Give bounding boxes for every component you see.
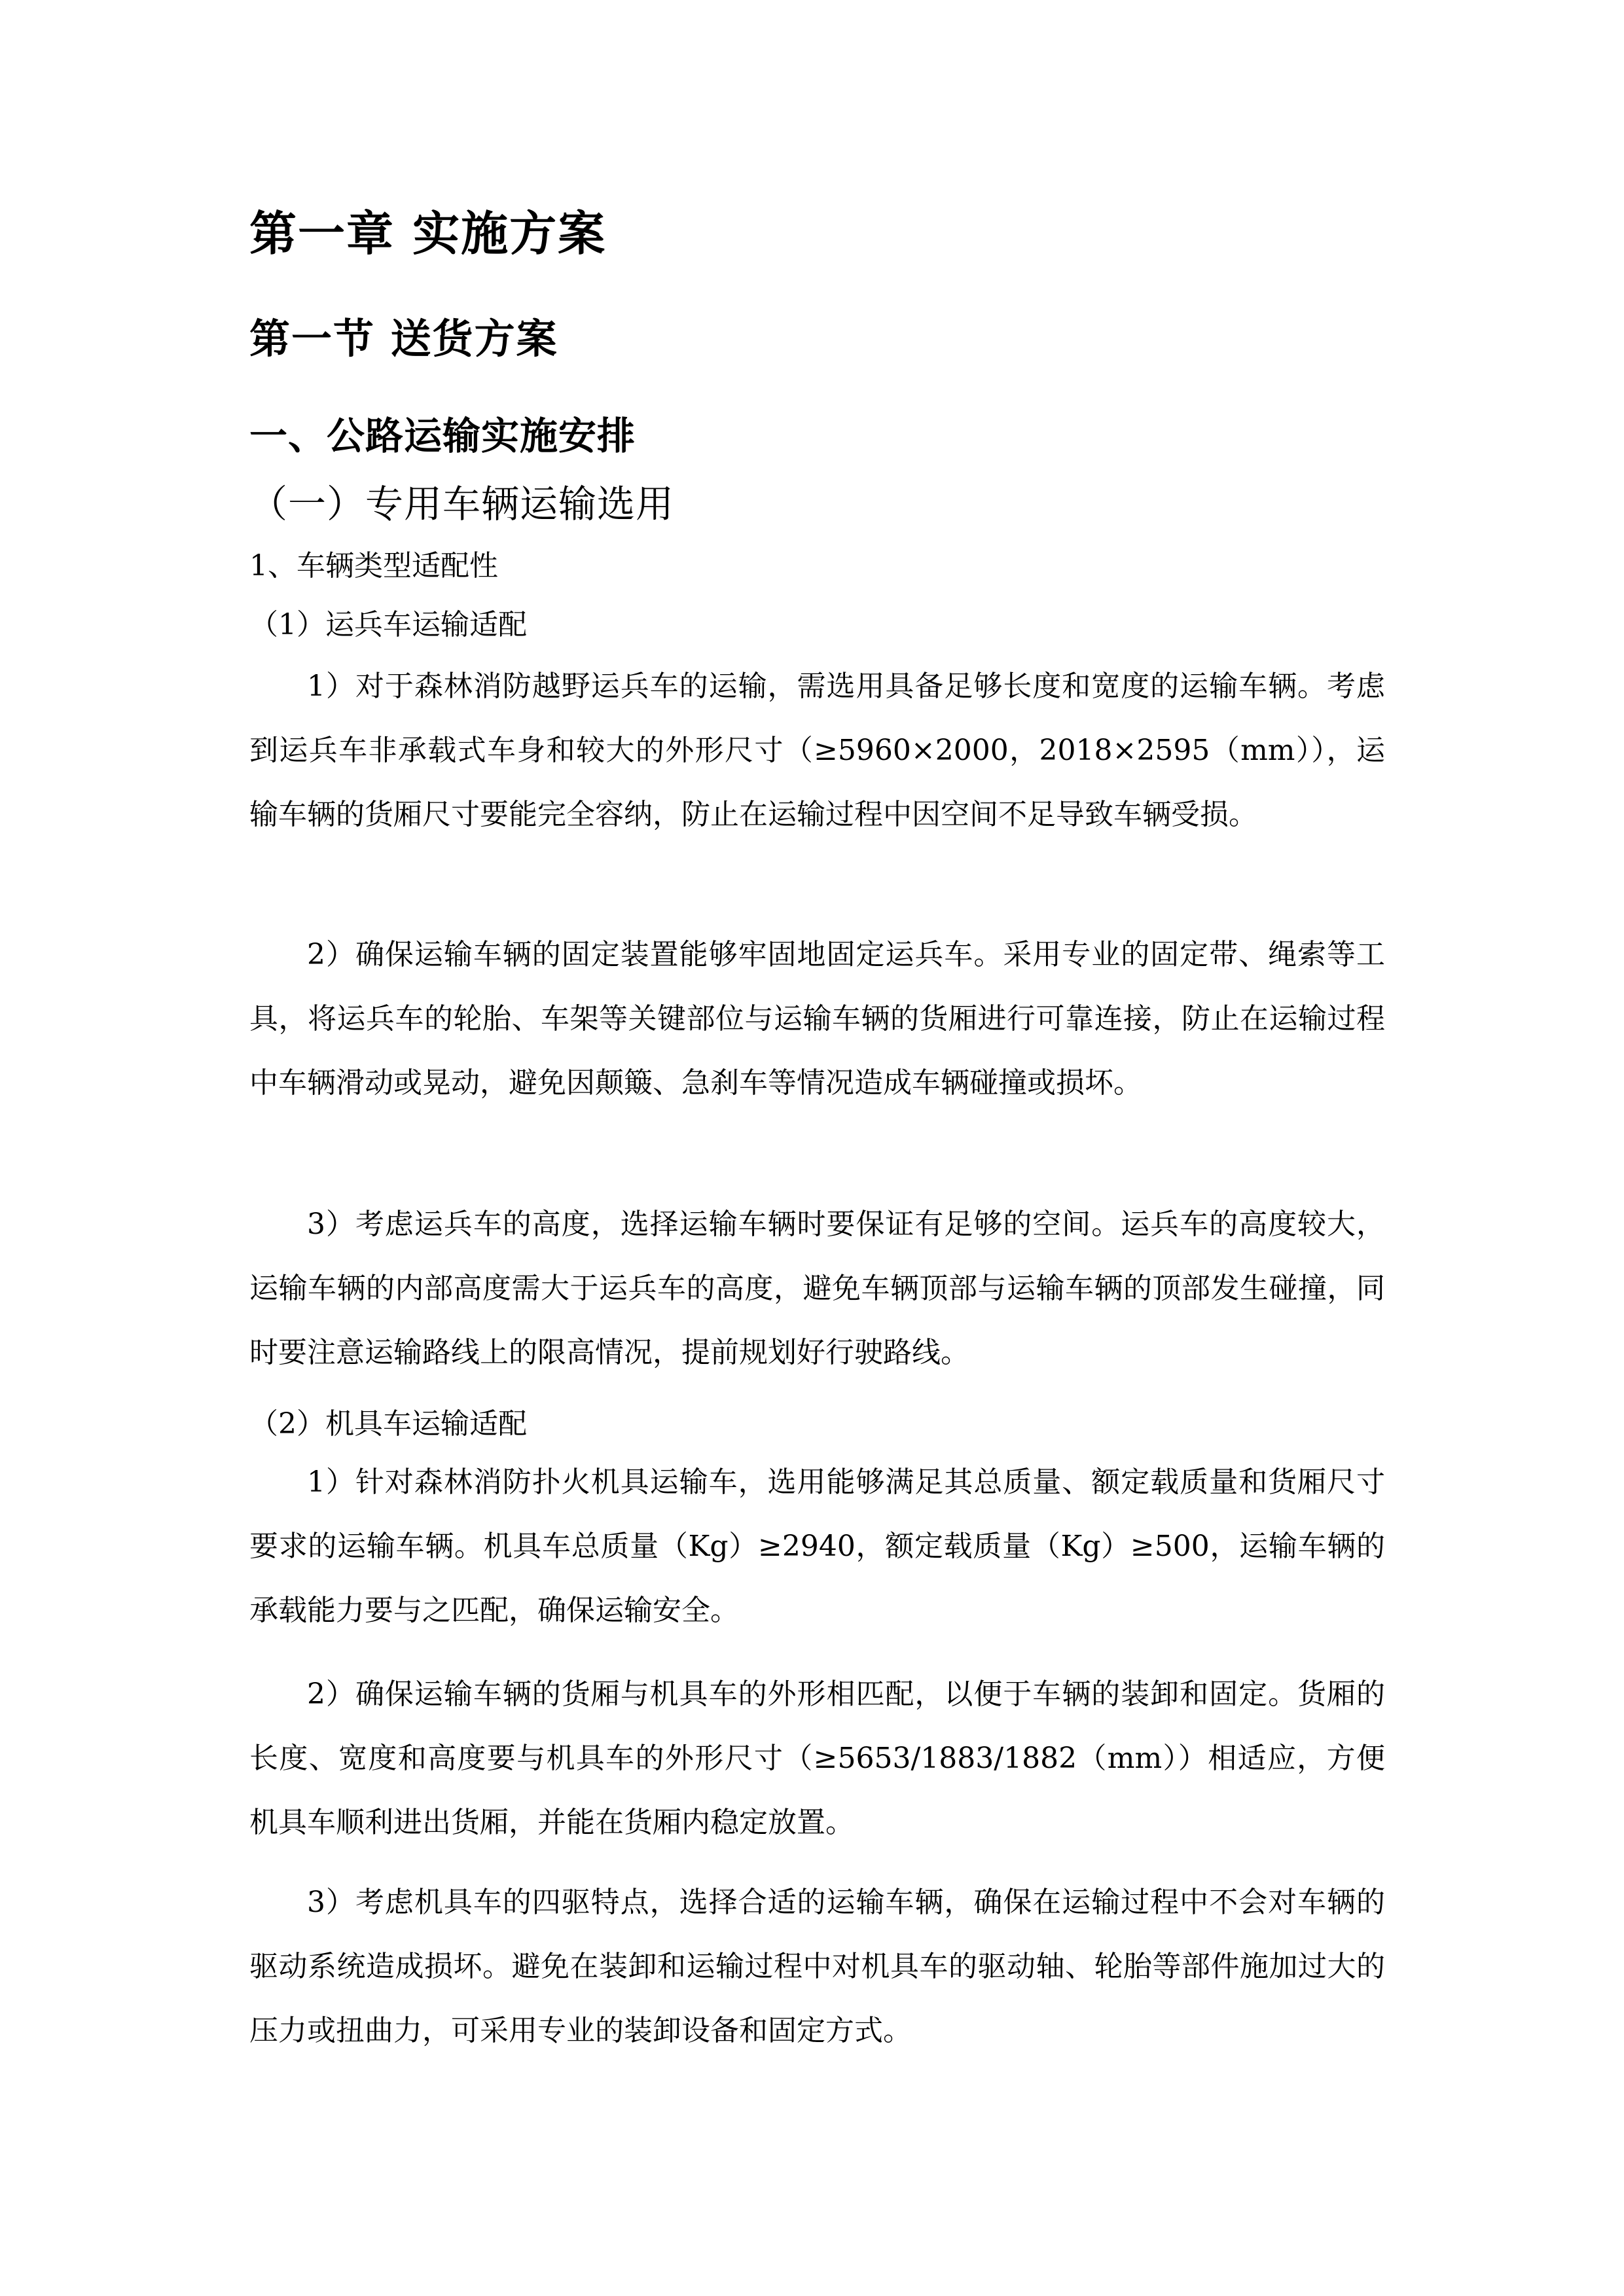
paragraph-1-1: 1）对于森林消防越野运兵车的运输，需选用具备足够长度和宽度的运输车辆。考虑到运兵车非承载式车身和较大的外形尺寸（≥5960×2000，2018×2595（mm）），运输车辆的货厢尺寸要能完全容纳，防止在运输过程中因空间不足导致车辆受损。 xyxy=(249,670,1385,831)
subsection-title-2: （2）机具车运输适配 xyxy=(249,1407,527,1441)
paragraph-2-2: 2）确保运输车辆的货厢与机具车的外形相匹配，以便于车辆的装卸和固定。货厢的长度、宽度和高度要与机具车的外形尺寸（≥5653/1883/1882（mm））相适应，方便机具车顺利进出货厢，并能在货厢内稳定放置。 xyxy=(249,1677,1385,1839)
paragraph-1-2: 2）确保运输车辆的固定装置能够牢固地固定运兵车。采用专业的固定带、绳索等工具，将运兵车的轮胎、车架等关键部位与运输车辆的货厢进行可靠连接，防止在运输过程中车辆滑动或晃动，避免因颠簸、急刹车等情况造成车辆碰撞或损坏。 xyxy=(249,938,1385,1100)
chapter-title: 第一章 实施方案 xyxy=(249,206,607,261)
paragraph-1-3: 3）考虑运兵车的高度，选择运输车辆时要保证有足够的空间。运兵车的高度较大，运输车辆的内部高度需大于运兵车的高度，避免车辆顶部与运输车辆的顶部发生碰撞，同时要注意运输路线上的限高情况，提前规划好行驶路线。 xyxy=(249,1208,1385,1369)
paragraph-2-1: 1）针对森林消防扑火机具运输车，选用能够满足其总质量、额定载质量和货厢尺寸要求的运输车辆。机具车总质量（Kg）≥2940，额定载质量（Kg）≥500，运输车辆的承载能力要与之匹配，确保运输安全。 xyxy=(249,1465,1385,1627)
section-title: 第一节 送货方案 xyxy=(249,315,558,363)
heading-level-1: 一、公路运输实施安排 xyxy=(249,414,636,458)
subsection-title-1: （1）运兵车运输适配 xyxy=(249,608,527,641)
heading-level-2: （一）专用车辆运输选用 xyxy=(249,482,675,526)
paragraph-2-3: 3）考虑机具车的四驱特点，选择合适的运输车辆，确保在运输过程中不会对车辆的驱动系统造成损坏。避免在装卸和运输过程中对机具车的驱动轴、轮胎等部件施加过大的压力或扭曲力，可采用专业的装卸设备和固定方式。 xyxy=(249,1886,1385,2047)
heading-level-3: 1、车辆类型适配性 xyxy=(249,549,498,583)
